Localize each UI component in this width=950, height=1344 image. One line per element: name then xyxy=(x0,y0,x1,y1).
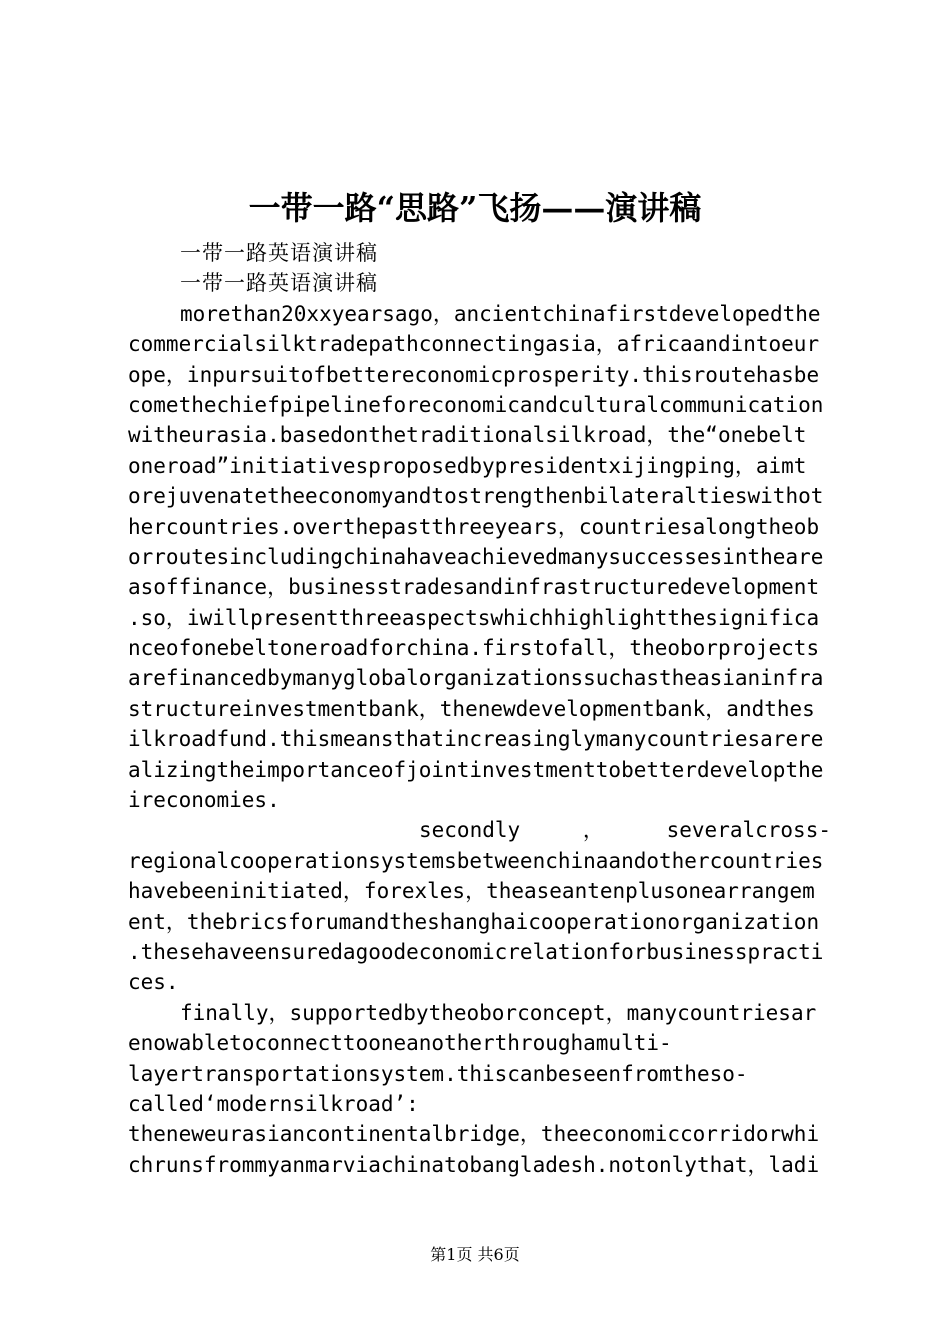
text-line: orroutesincludingchinahaveachievedmanysuccessesintheare xyxy=(128,544,824,569)
text-line: regionalcooperationsystemsbetweenchinaandothercountries xyxy=(128,848,824,873)
document-body xyxy=(128,238,831,1180)
subtitle-line: 一带一路英语演讲稿 xyxy=(180,241,378,265)
text-line: nceofonebeltoneroadforchina.firstofall，theoborprojects xyxy=(128,636,820,661)
text-line: structureinvestmentbank，thenewdevelopmentbank，andthes xyxy=(128,696,815,721)
subtitle-line: 一带一路英语演讲稿 xyxy=(180,271,378,296)
text-line: commercialsilktradepathconnectingasia，africaandintoeur xyxy=(128,332,820,357)
text-line: hercountries.overthepastthreeyears，countriesalongtheob xyxy=(128,514,820,539)
text-line: chrunsfrommyanmarviachinatobangladesh.notonlythat，ladi xyxy=(128,1152,820,1177)
text-line-spread: called‘modernsilkroad’: xyxy=(128,1091,419,1116)
text-line: comethechiefpipelineforeconomicandculturalcommunication xyxy=(128,392,824,417)
text-line: morethan20xxyearsago，ancientchinafirstdevelopedthe xyxy=(180,301,821,326)
text-line: ent，thebricsforumandtheshanghaicooperationorganization xyxy=(128,909,820,934)
text-line: ireconomies. xyxy=(128,788,280,813)
text-line: .thesehaveensuredagoodeconomicrelationforbusinesspracti xyxy=(128,939,824,964)
text-line-spread: secondly，severalcross- xyxy=(419,818,831,843)
text-line: theneweurasiancontinentalbridge，theeconomiccorridorwhi xyxy=(128,1122,820,1147)
text-line: witheurasia.basedonthetraditionalsilkroad，the“onebelt xyxy=(128,423,807,448)
text-line: alizingtheimportanceofjointinvestmenttobetterdevelopthe xyxy=(128,757,824,782)
text-line: finally，supportedbytheoborconcept，manycountriesar xyxy=(180,1000,817,1025)
text-line: orejuvenatetheeconomyandtostrengthenbilateraltieswithot xyxy=(128,484,824,509)
text-line: ces. xyxy=(128,970,179,995)
page-number-footer: 第1页 共6页 xyxy=(430,1245,520,1264)
text-line: oneroad”initiativesproposedbypresidentxijingping，aimt xyxy=(128,453,807,478)
text-line: ilkroadfund.thismeansthatincreasinglymanycountriesarere xyxy=(128,727,824,752)
text-line: arefinancedbymanyglobalorganizationssuchastheasianinfra xyxy=(128,666,824,691)
text-line: asoffinance，businesstradesandinfrastructuredevelopment xyxy=(128,575,820,600)
text-line: enowabletoconnecttooneanotherthroughamulti- xyxy=(128,1031,672,1056)
text-line: .so，iwillpresentthreeaspectswhichhighlightthesignifica xyxy=(128,605,820,630)
document-title: 一带一路“思路”飞扬——演讲稿 xyxy=(248,189,702,227)
text-line: ope，inpursuitofbettereconomicprosperity.thisroutehasbe xyxy=(128,362,820,387)
text-line: havebeeninitiated，forexles，theaseantenplusonearrangem xyxy=(128,879,815,904)
text-line: layertransportationsystem.thiscanbeseenfromtheso- xyxy=(128,1061,748,1086)
